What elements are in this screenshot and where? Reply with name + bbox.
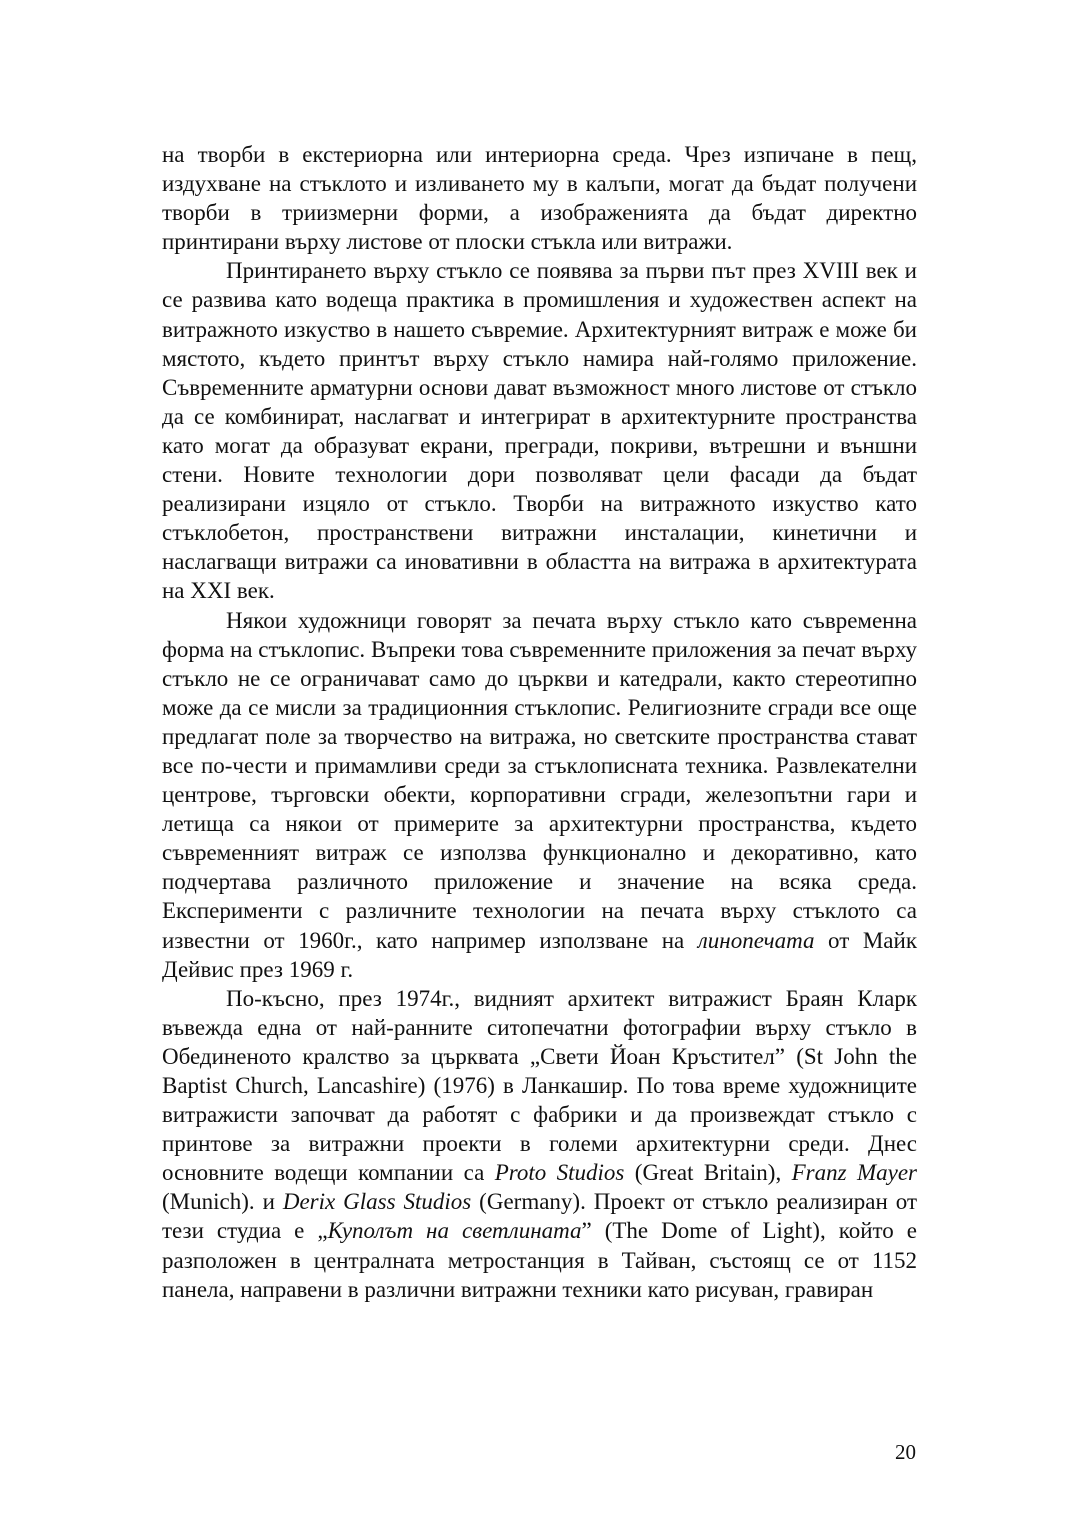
text-run: (Munich). и <box>162 1189 283 1215</box>
text-run: на творби в екстериорна или интериорна среда. Чрез изпичане в пещ, издухване на стъклото и изливането му в калъпи, могат да бъдат получени творби в триизмерни форми, а изображенията да бъдат директно принтирани върху листове от плоски стъкла или витражи. <box>162 142 917 255</box>
text-run: (Germany). Проект от стъкло реализиран от тези студиа е „ <box>162 1189 917 1244</box>
paragraph <box>162 606 917 984</box>
text-run: По-късно, през 1974г., видният архитект витражист Браян Кларк въвежда една от най-ранните ситопечатни фотографии върху стъкло в Обединеното кралство за църквата „Свети Йоан Кръстител” (St John the Baptist Church, Lancashire) (1976) в Ланкашир. По това време художниците витражисти започват да работят с фабрики и да произвеждат стъкло с принтове за витражни проекти в големи архитектурни среди. Днес основните водещи компании са <box>162 985 917 1186</box>
text-run: ” (The Dome of Light), който е разположен в централната метростанция в Тайван, състоящ се от 1152 панела, направени в различни витражни техники като рисуван, гравиран <box>162 1218 917 1302</box>
page-number: 20 <box>895 1440 916 1464</box>
paragraph <box>162 140 917 256</box>
italic-text: Куполът на светлината <box>327 1218 582 1244</box>
text-run: Принтирането върху стъкло се появява за първи път през XVIII век и се развива като водеща практика в промишления и художествен аспект на витражното изкуство в нашето съвремие. Архитектурният витраж е може би мястото, където принтът върху стъкло намира най-голямо приложение. Съвременните арматурни основи дават възможност много листове от стъкло да се комбинират, наслагват и интегрират в архитектурните пространства като могат да образуват екрани, прегради, покриви, вътрешни и външни стени. Новите технологии дори позволяват цели фасади да бъдат реализирани изцяло от стъкло. Творби на витражното изкуство като стъклобетон, пространствени витражни инсталации, кинетични и наслагващи витражи са иновативни в областта на витража в архитектурата на XXI век. <box>162 258 917 604</box>
italic-text: Proto Studios <box>494 1160 625 1186</box>
text-run: (Great Britain), <box>624 1160 792 1186</box>
text-run: Някои художници говорят за печата върху стъкло като съвременна форма на стъклопис. Въпреки това съвременните приложения за печат върху стъкло не се ограничават само до църкви и катедрали, както стереотипно може да се мисли за традиционния стъклопис. Религиозните сгради все още предлагат поле за творчество на витража, но светските пространства стават все по-чести и примамливи среди за стъклописната техника. Развлекателни центрове, търговски обекти, корпоративни сгради, железопътни гари и летища са някои от примерите за архитектурни пространства, където съвременният витраж се използва функционално и декоративно, като подчертава различното приложение и значение на всяка среда. Експерименти с различните технологии на печата върху стъклото са известни от 1960г., като например използване на <box>162 607 917 953</box>
italic-text: Derix Glass Studios <box>282 1189 472 1215</box>
italic-text: линопечата <box>697 927 815 953</box>
italic-text: Franz Mayer <box>791 1160 918 1186</box>
text-run: от Майк Дейвис през 1969 г. <box>162 927 917 982</box>
paragraph <box>162 256 917 605</box>
paragraph <box>162 984 917 1304</box>
body-text <box>162 140 917 1304</box>
